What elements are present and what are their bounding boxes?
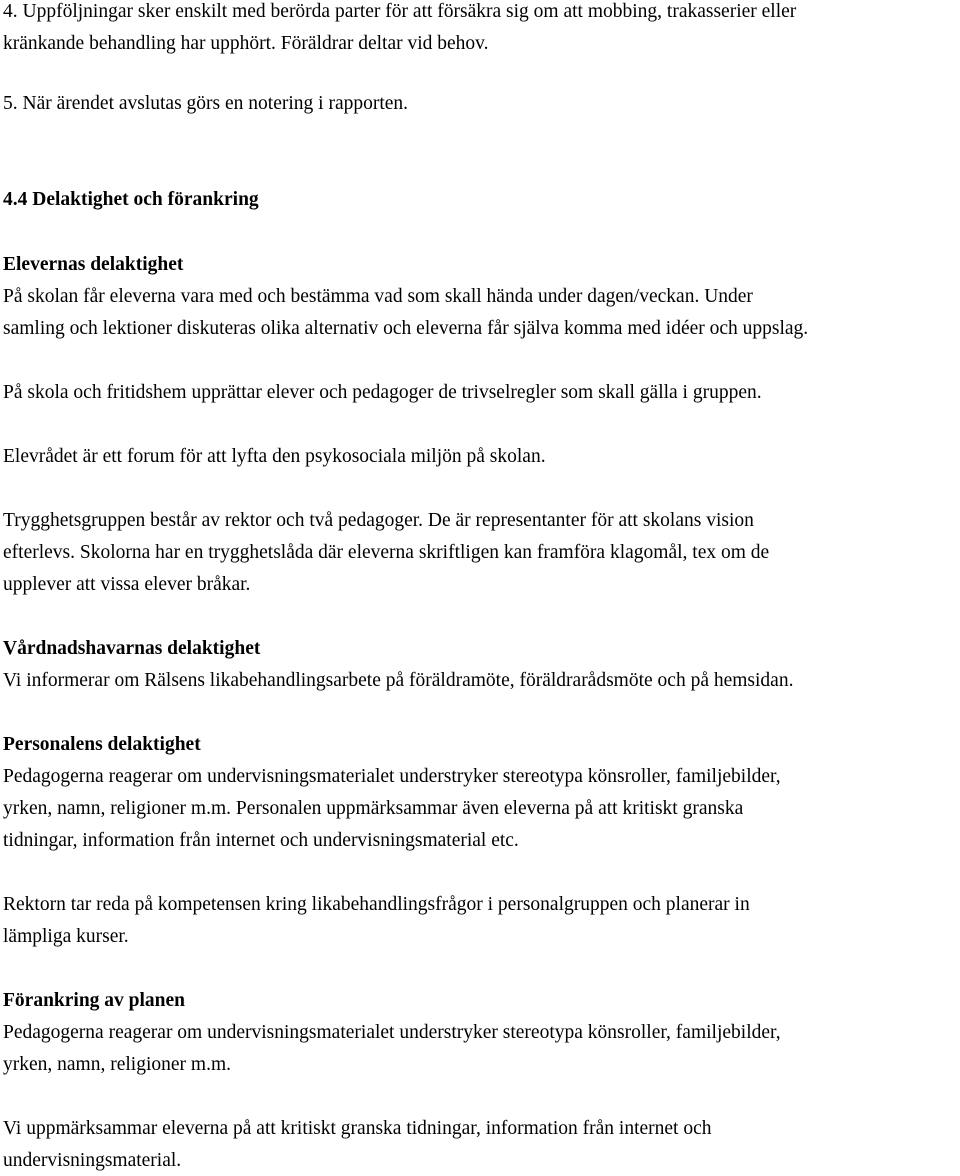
paragraph-line: Pedagogerna reagerar om undervisningsmaterialet understryker stereotypa könsroller, familjebilder, bbox=[3, 766, 781, 787]
paragraph-line: Vi uppmärksammar eleverna på att kritiskt granska tidningar, information från internet och bbox=[3, 1118, 712, 1139]
list-item-4-line-1: 4. Uppföljningar sker enskilt med berörda parter för att försäkra sig om att mobbing, trakasserier eller bbox=[3, 1, 797, 22]
paragraph-line: efterlevs. Skolorna har en trygghetslåda där eleverna skriftligen kan framföra klagomål, tex om de bbox=[3, 542, 770, 563]
subheading-elevernas-delaktighet: Elevernas delaktighet bbox=[3, 254, 184, 275]
subheading-personalens-delaktighet: Personalens delaktighet bbox=[3, 734, 201, 755]
paragraph-line: lämpliga kurser. bbox=[3, 926, 129, 947]
paragraph-line: Rektorn tar reda på kompetensen kring likabehandlingsfrågor i personalgruppen och planerar in bbox=[3, 894, 750, 915]
paragraph-line: Elevrådet är ett forum för att lyfta den psykosociala miljön på skolan. bbox=[3, 446, 546, 467]
subheading-vardnadshavarnas-delaktighet: Vårdnadshavarnas delaktighet bbox=[3, 638, 261, 659]
paragraph-line: Pedagogerna reagerar om undervisningsmaterialet understryker stereotypa könsroller, familjebilder, bbox=[3, 1022, 781, 1043]
list-item-4-line-2: kränkande behandling har upphört. Föräldrar deltar vid behov. bbox=[3, 33, 489, 54]
paragraph-line: upplever att vissa elever bråkar. bbox=[3, 574, 251, 595]
paragraph-line: På skola och fritidshem upprättar elever och pedagoger de trivselregler som skall gälla i gruppen. bbox=[3, 382, 762, 403]
paragraph-line: samling och lektioner diskuteras olika alternativ och eleverna får själva komma med idéer och uppslag. bbox=[3, 318, 809, 339]
section-heading: 4.4 Delaktighet och förankring bbox=[3, 189, 259, 210]
paragraph-line: Vi informerar om Rälsens likabehandlingsarbete på föräldramöte, föräldrarådsmöte och på hemsidan. bbox=[3, 670, 794, 691]
list-item-5: 5. När ärendet avslutas görs en notering i rapporten. bbox=[3, 93, 409, 114]
paragraph-line: yrken, namn, religioner m.m. Personalen uppmärksammar även eleverna på att kritiskt granska bbox=[3, 798, 744, 819]
paragraph-line: Trygghetsgruppen består av rektor och två pedagoger. De är representanter för att skolans vision bbox=[3, 510, 754, 531]
paragraph-line: tidningar, information från internet och undervisningsmaterial etc. bbox=[3, 830, 519, 851]
paragraph-line: undervisningsmaterial. bbox=[3, 1150, 182, 1171]
paragraph-line: På skolan får eleverna vara med och bestämma vad som skall hända under dagen/veckan. Under bbox=[3, 286, 753, 307]
paragraph-line: yrken, namn, religioner m.m. bbox=[3, 1054, 231, 1075]
subheading-forankring-av-planen: Förankring av planen bbox=[3, 990, 186, 1011]
